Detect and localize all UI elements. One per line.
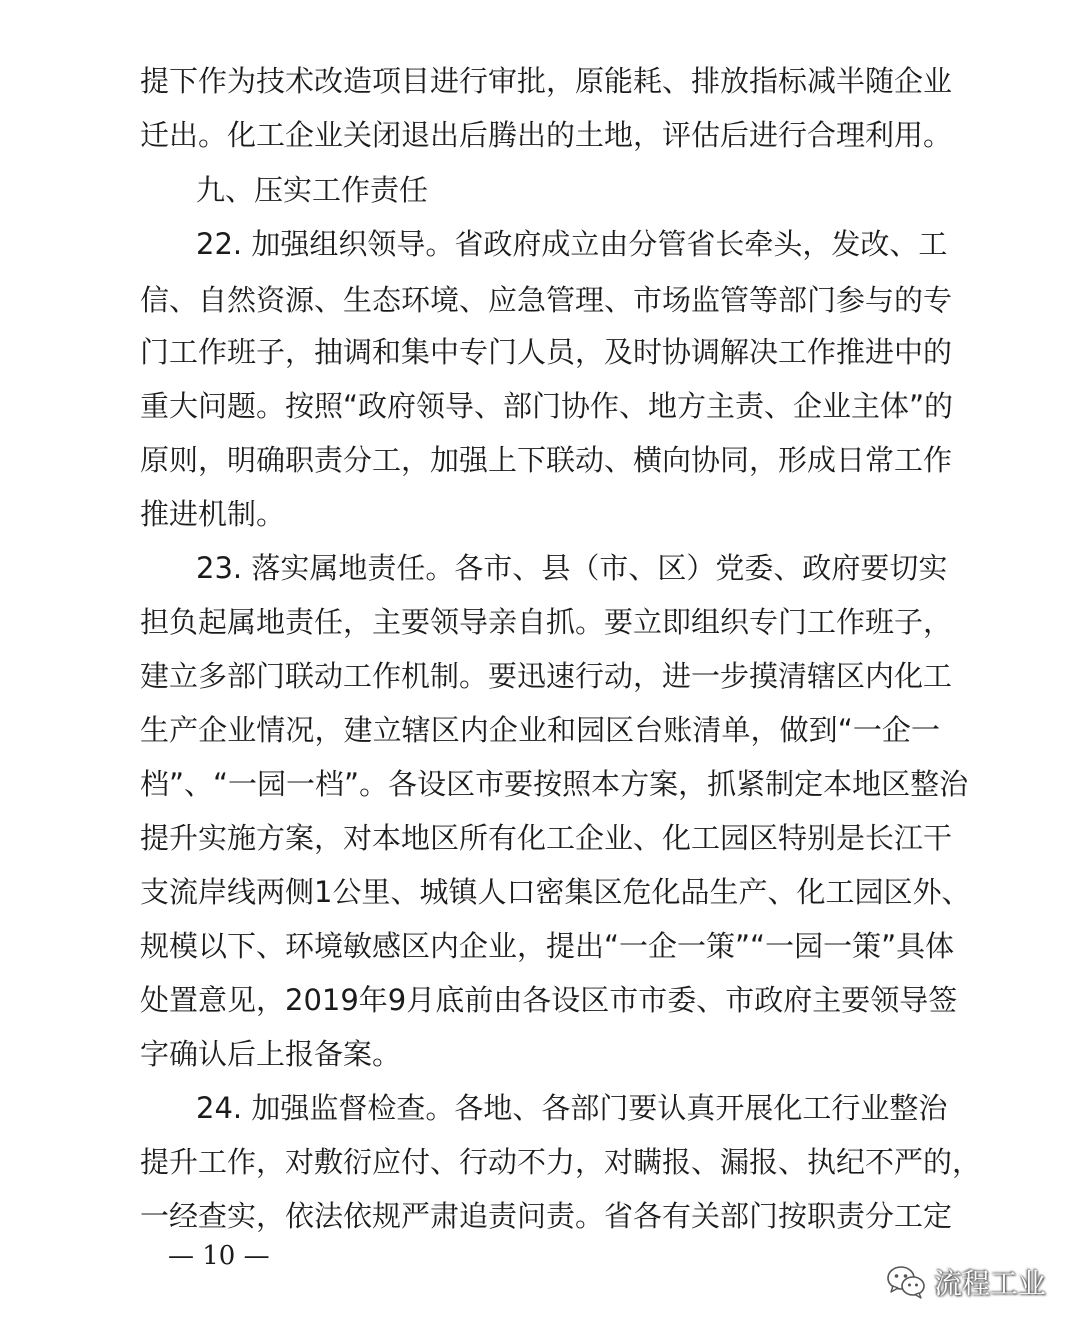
text-line: 一经查实，依法依规严肃追责问责。省各有关部门按职责分工定 (140, 1199, 953, 1233)
text-line: 门工作班子，抽调和集中专门人员，及时协调解决工作推进中的 (140, 335, 953, 369)
text-line: 23. 落实属地责任。各市、县（市、区）党委、政府要切实 (196, 551, 948, 585)
text-line: 重大问题。按照“政府领导、部门协作、地方主责、企业主体”的 (140, 389, 954, 423)
text-line: 字确认后上报备案。 (140, 1037, 402, 1071)
text-line: 22. 加强组织领导。省政府成立由分管省长牵头，发改、工 (196, 227, 948, 261)
text-line: 处置意见，2019年9月底前由各设区市市委、市政府主要领导签 (140, 983, 958, 1017)
text-line: 提升实施方案，对本地区所有化工企业、化工园区特别是长江干 (140, 821, 953, 855)
watermark-text: 流程工业 (933, 1267, 1046, 1300)
section-heading: 九、压实工作责任 (196, 173, 429, 207)
text-line: 档”、“一园一档”。各设区市要按照本方案，抓紧制定本地区整治 (140, 767, 969, 801)
text-line: 提升工作，对敷衍应付、行动不力，对瞒报、漏报、执纪不严的， (140, 1145, 982, 1179)
page-number: — 10 — (168, 1241, 270, 1271)
text-line: 提下作为技术改造项目进行审批，原能耗、排放指标减半随企业 (140, 64, 953, 98)
wechat-icon (886, 1265, 926, 1299)
text-line: 原则，明确职责分工，加强上下联动、横向协同，形成日常工作 (140, 443, 953, 477)
text-line: 担负起属地责任，主要领导亲自抓。要立即组织专门工作班子， (140, 605, 953, 639)
text-line: 支流岸线两侧1公里、城镇人口密集区危化品生产、化工园区外、 (140, 875, 971, 909)
text-line: 迁出。化工企业关闭退出后腾出的土地，评估后进行合理利用。 (140, 118, 953, 152)
text-line: 推进机制。 (140, 497, 286, 531)
text-line: 生产企业情况，建立辖区内企业和园区台账清单，做到“一企一 (140, 713, 940, 747)
text-line: 规模以下、环境敏感区内企业，提出“一企一策”“一园一策”具体 (140, 929, 955, 963)
text-line: 24. 加强监督检查。各地、各部门要认真开展化工行业整治 (196, 1091, 948, 1125)
text-line: 建立多部门联动工作机制。要迅速行动，进一步摸清辖区内化工 (140, 659, 953, 693)
watermark (886, 1258, 1046, 1306)
text-line: 信、自然资源、生态环境、应急管理、市场监管等部门参与的专 (140, 283, 953, 317)
